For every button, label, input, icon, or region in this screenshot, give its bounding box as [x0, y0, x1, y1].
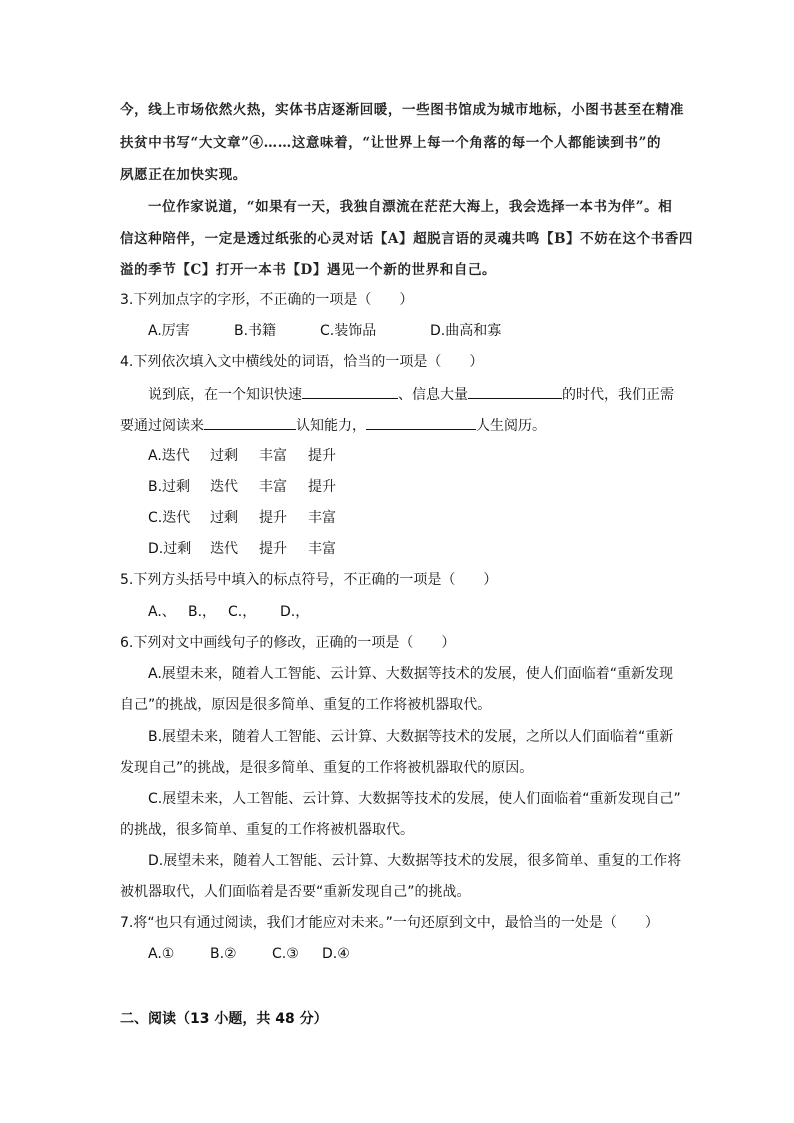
q4-blank-4[interactable]	[366, 415, 476, 430]
q4-text-2a: 要通过阅读来	[120, 418, 204, 434]
q4-option-b[interactable]	[148, 477, 336, 497]
question-7-stem: 7.将“也只有通过阅读，我们才能应对未来。”一句还原到文中，最恰当的一处是（ ）	[120, 915, 659, 931]
passage-line-2: 扶贫中书写“大文章”④……这意味着，“让世界上每一个角落的每一个人都能读到书”的	[120, 135, 662, 151]
q6-option-a-line-2[interactable]: 自己”的挑战，原因是很多简单、重复的工作将被机器取代。	[120, 697, 492, 713]
section-2-heading: 二、阅读（13 小题，共 48 分）	[120, 1011, 328, 1027]
q7-option-a[interactable]: A.①	[148, 946, 175, 962]
q4-blank-3[interactable]	[204, 415, 296, 430]
q5-option-b[interactable]: B.，	[188, 604, 217, 620]
q4-blank-2[interactable]	[468, 384, 562, 399]
q6-option-a-line-1[interactable]: A.展望未来，随着人工智能、云计算、大数据等技术的发展，使人们面临着“重新发现	[148, 666, 674, 682]
passage-line-1: 今，线上市场依然火热，实体书店逐渐回暖，一些图书馆成为城市地标，小图书甚至在精准	[120, 102, 684, 118]
q4-a-word-1: A.迭代	[148, 448, 190, 464]
q4-text-1b: 、信息大量	[398, 387, 468, 403]
question-4-stem: 4.下列依次填入文中横线处的词语，恰当的一项是（ ）	[120, 354, 484, 370]
q4-c-word-3: 提升	[259, 510, 287, 526]
question-3-options	[148, 321, 501, 341]
q4-a-word-2: 过剩	[210, 448, 238, 464]
q6-option-b-line-1[interactable]: B.展望未来，随着人工智能、云计算、大数据等技术的发展，之所以人们面临着“重新	[148, 729, 674, 745]
q4-text-1a: 说到底，在一个知识快速	[148, 387, 302, 403]
question-5-options	[148, 602, 309, 622]
question-4-sentence-2	[120, 415, 546, 436]
q6-option-b-line-2[interactable]: 发现自己”的挑战，是很多简单、重复的工作将被机器取代的原因。	[120, 760, 534, 776]
passage-line-4: 一位作家说道，“如果有一天，我独自漂流在茫茫大海上，我会选择一本书为伴”。相	[148, 199, 673, 215]
q4-text-2c: 人生阅历。	[476, 418, 546, 434]
question-4-sentence-1	[148, 384, 674, 405]
q4-d-word-3: 提升	[259, 541, 287, 557]
q4-a-word-4: 提升	[308, 448, 336, 464]
q4-c-word-1: C.迭代	[148, 510, 191, 526]
q4-option-c[interactable]	[148, 508, 336, 528]
q5-option-d[interactable]: D.，	[280, 604, 310, 620]
q4-option-d[interactable]	[148, 539, 336, 559]
question-6-stem: 6.下列对文中画线句子的修改，正确的一项是（ ）	[120, 635, 456, 651]
question-7-options	[148, 944, 350, 964]
q3-option-b[interactable]: B.书籍	[234, 323, 277, 339]
q6-option-d-line-2[interactable]: 被机器取代，人们面临着是否要“重新发现自己”的挑战。	[120, 884, 471, 900]
q4-option-a[interactable]	[148, 446, 336, 466]
q4-text-2b: 认知能力，	[296, 418, 366, 434]
q3-option-d[interactable]: D.曲高和寡	[430, 323, 502, 339]
q4-text-1c: 的时代，我们正需	[562, 387, 674, 403]
q6-option-c-line-1[interactable]: C.展望未来，人工智能、云计算、大数据等技术的发展，使人们面临着“重新发现自己”	[148, 791, 681, 807]
question-5-stem: 5.下列方头括号中填入的标点符号，不正确的一项是（ ）	[120, 572, 498, 588]
q7-option-c[interactable]: C.③	[272, 946, 299, 962]
q3-option-a[interactable]: A.厉害	[148, 323, 190, 339]
q4-b-word-2: 迭代	[210, 479, 238, 495]
q4-c-word-4: 丰富	[308, 510, 336, 526]
q4-d-word-1: D.过剩	[148, 541, 192, 557]
q7-option-b[interactable]: B.②	[210, 946, 237, 962]
q4-c-word-2: 过剩	[210, 510, 238, 526]
passage-line-3: 夙愿正在加快实现。	[120, 167, 247, 183]
q6-option-c-line-2[interactable]: 的挑战，很多简单、重复的工作将被机器取代。	[120, 822, 414, 838]
passage-line-6: 溢的季节【C】打开一本书【D】遇见一个新的世界和自己。	[120, 262, 497, 278]
question-3-stem: 3.下列加点字的字形，不正确的一项是（ ）	[120, 292, 414, 308]
q4-b-word-4: 提升	[308, 479, 336, 495]
passage-line-5: 信这种陪伴，一定是透过纸张的心灵对话【A】超脱言语的灵魂共鸣【B】不妨在这个书香四	[120, 231, 693, 247]
q4-blank-1[interactable]	[302, 384, 398, 399]
q7-option-d[interactable]: D.④	[322, 946, 350, 962]
q5-option-a[interactable]: A.、	[148, 604, 176, 620]
q4-b-word-3: 丰富	[259, 479, 287, 495]
q4-d-word-2: 迭代	[210, 541, 238, 557]
q5-option-c[interactable]: C.，	[228, 604, 257, 620]
q3-option-c[interactable]: C.装饰品	[320, 323, 377, 339]
q4-d-word-4: 丰富	[308, 541, 336, 557]
q4-b-word-1: B.过剩	[148, 479, 191, 495]
q6-option-d-line-1[interactable]: D.展望未来，随着人工智能、云计算、大数据等技术的发展，很多简单、重复的工作将	[148, 853, 682, 869]
q4-a-word-3: 丰富	[259, 448, 287, 464]
